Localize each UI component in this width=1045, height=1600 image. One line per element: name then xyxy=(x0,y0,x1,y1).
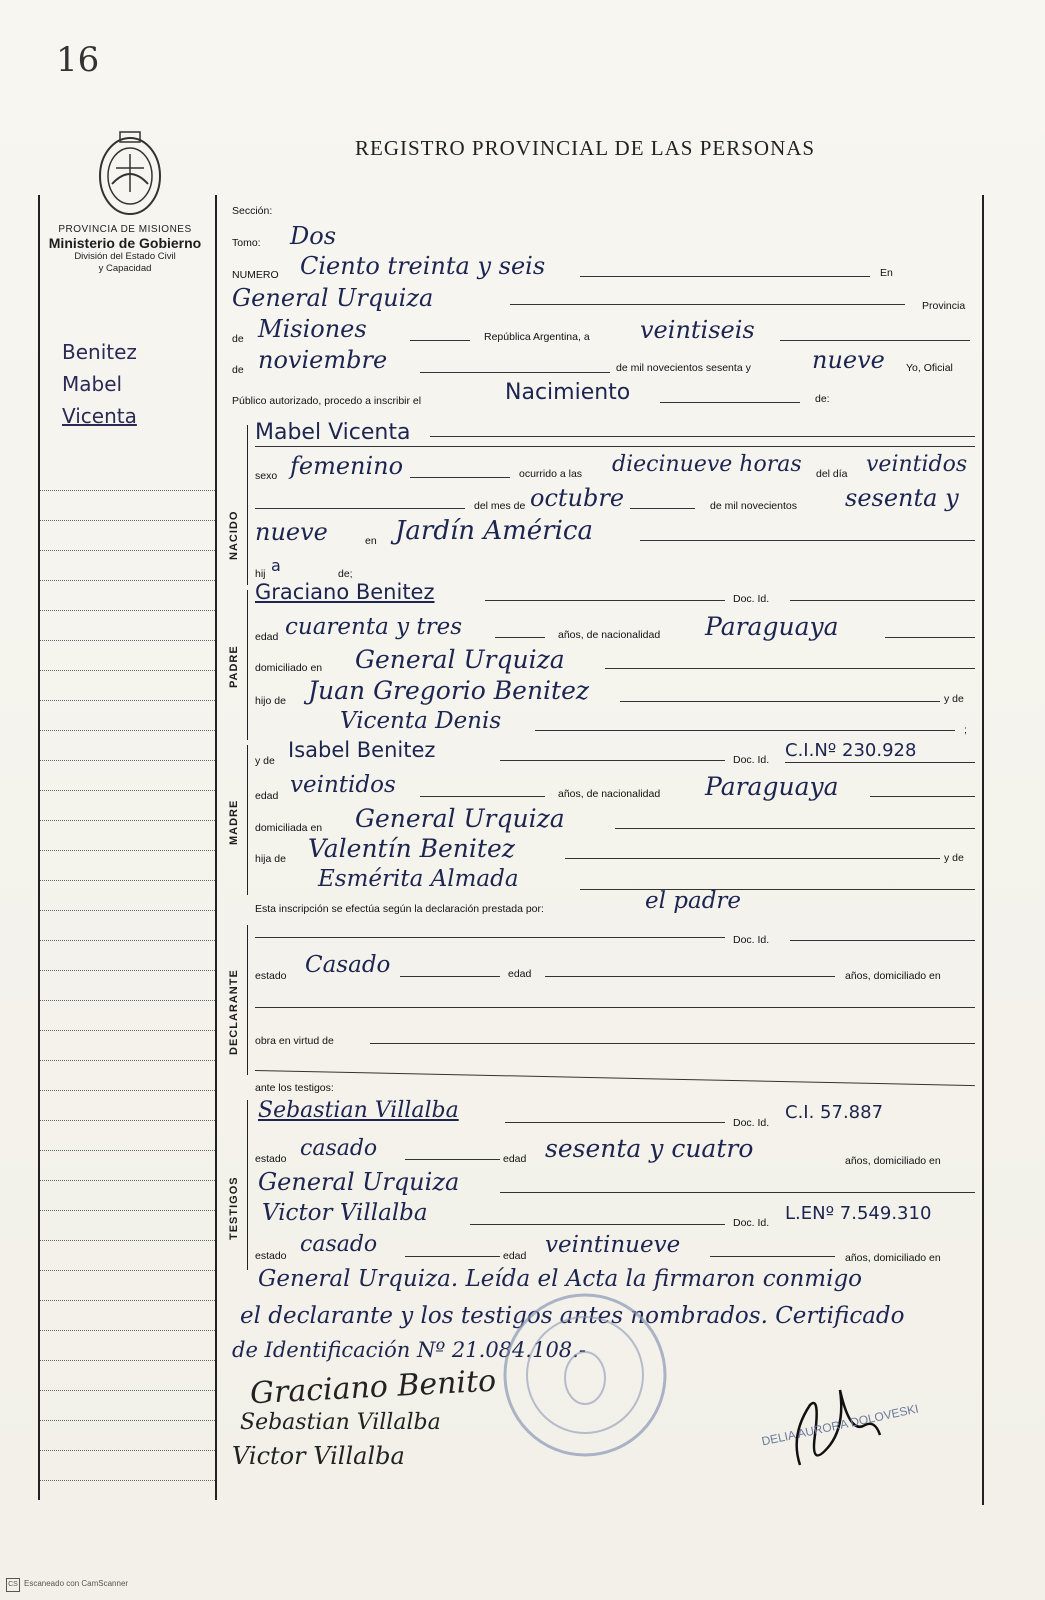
division-label-1: División del Estado Civil xyxy=(74,251,176,262)
witness1-name: Sebastian Villalba xyxy=(258,1098,459,1123)
declarante-address-line xyxy=(255,1007,975,1008)
father-mother-value: Vicenta Denis xyxy=(340,708,502,734)
witness2-doc-value: L.ENº 7.549.310 xyxy=(785,1203,932,1224)
declaration-intro-label: Esta inscripción se efectúa según la declaración prestada por: xyxy=(255,903,544,915)
page-number: 16 xyxy=(56,40,100,80)
declarante-edad-line xyxy=(545,976,835,977)
mother-doc-value: C.I.Nº 230.928 xyxy=(785,740,917,761)
father-y-de-label: y de xyxy=(944,693,964,705)
dia-value: veintidos xyxy=(866,452,968,477)
de2-label: de xyxy=(232,364,244,376)
father-domic-line xyxy=(605,668,975,669)
scanner-text: Escaneado con CamScanner xyxy=(24,1579,129,1588)
mother-domic-line xyxy=(615,828,975,829)
place-line xyxy=(510,304,905,305)
declaration-intro-value: el padre xyxy=(645,888,742,914)
margin-note-middle-name: Vicenta xyxy=(62,404,137,428)
mother-parent-line xyxy=(565,858,940,859)
child-name-line xyxy=(430,436,975,437)
declarante-estado-value: Casado xyxy=(305,952,391,978)
province-line xyxy=(410,340,470,341)
province-label: PROVINCIA DE MISIONES xyxy=(58,224,192,235)
year-label: de mil novecientos sesenta y xyxy=(616,362,751,374)
mother-name: Isabel Benitez xyxy=(288,738,436,762)
witness1-name-line xyxy=(505,1122,725,1123)
declarante-doc-label: Doc. Id. xyxy=(733,934,770,946)
day-value: veintiseis xyxy=(640,316,755,344)
section-divider-padre xyxy=(247,590,248,740)
madre-section-label: MADRE xyxy=(228,799,240,845)
seccion-label: Sección: xyxy=(232,205,273,217)
day-line xyxy=(780,340,970,341)
testigos-intro-label: ante los testigos: xyxy=(255,1082,334,1094)
signature-declarante: Graciano Benito xyxy=(249,1363,497,1412)
father-hijo-label: hijo de xyxy=(255,695,286,707)
father-parent-line xyxy=(620,701,940,702)
signature-witness-1: Sebastian Villalba xyxy=(240,1410,441,1435)
declarante-name-line xyxy=(255,937,725,938)
father-name: Graciano Benitez xyxy=(255,580,435,604)
dia-label: del día xyxy=(816,468,848,480)
witness2-doc-label: Doc. Id. xyxy=(733,1217,770,1229)
de-nacido-label: de; xyxy=(338,568,353,580)
witness2-estado-line xyxy=(405,1256,500,1257)
mother-nac-label: años, de nacionalidad xyxy=(558,788,661,800)
mother-edad-value: veintidos xyxy=(290,772,396,798)
ocurrido-label: ocurrido a las xyxy=(519,468,583,480)
padre-section-label: PADRE xyxy=(228,645,240,688)
child-name: Mabel Vicenta xyxy=(255,420,411,445)
declarante-estado-label: estado xyxy=(255,970,287,982)
sexo-value: femenino xyxy=(290,452,404,480)
sexo-label: sexo xyxy=(255,470,278,482)
witness1-estado-label: estado xyxy=(255,1153,287,1165)
mother-nac-value: Paraguaya xyxy=(705,772,839,801)
tomo-value: Dos xyxy=(290,222,337,250)
province-value: Misiones xyxy=(258,315,367,343)
father-domic-value: General Urquiza xyxy=(355,645,565,674)
year-value: nueve xyxy=(812,346,885,374)
oficial-label: Yo, Oficial xyxy=(906,362,953,374)
provincia-label: Provincia xyxy=(922,300,966,312)
issuing-authority xyxy=(35,224,215,275)
left-border xyxy=(38,195,40,1500)
mes-label: del mes de xyxy=(474,500,526,512)
witness2-edad-value: veintinueve xyxy=(545,1232,681,1258)
section-divider-madre xyxy=(247,745,248,895)
month-line xyxy=(420,372,610,373)
mother-y-de-label-2: y de xyxy=(944,852,964,864)
declarante-section-label: DECLARANTE xyxy=(228,969,240,1055)
mother-name-line xyxy=(500,760,725,761)
declarante-obra-label: obra en virtud de xyxy=(255,1035,334,1047)
father-edad-line xyxy=(495,637,545,638)
declarante-doc-line xyxy=(790,940,975,941)
testigos-section-label: TESTIGOS xyxy=(228,1176,240,1240)
mes-pre-line xyxy=(255,508,465,509)
place-value: General Urquiza xyxy=(232,284,434,312)
tomo-label: Tomo: xyxy=(232,237,261,249)
en-nacido-label: en xyxy=(365,535,377,547)
de3-label: de: xyxy=(815,393,830,405)
mother-edad-line xyxy=(420,796,545,797)
mother-mother-value: Esmérita Almada xyxy=(318,866,519,892)
hora-value: diecinueve horas xyxy=(612,452,802,477)
numero-line xyxy=(580,276,870,277)
father-domic-label: domiciliado en xyxy=(255,662,323,674)
declarante-edad-label: edad xyxy=(508,968,532,980)
witness1-anios-label: años, domiciliado en xyxy=(845,1155,941,1167)
witness1-doc-value: C.I. 57.887 xyxy=(785,1102,884,1123)
declarante-obra-line xyxy=(370,1043,975,1044)
margin-note-first-name: Mabel xyxy=(62,372,123,396)
witness1-edad-label: edad xyxy=(503,1153,527,1165)
mil-label: de mil novecientos xyxy=(710,500,797,512)
father-name-line xyxy=(485,600,725,601)
numero-value: Ciento treinta y seis xyxy=(300,252,546,280)
witness2-estado-label: estado xyxy=(255,1250,287,1262)
mother-domic-value: General Urquiza xyxy=(355,804,565,833)
division-label-2: y Capacidad xyxy=(98,263,152,274)
mother-mother-line xyxy=(580,889,975,890)
declarante-anios-label: años, domiciliado en xyxy=(845,970,941,982)
mother-nac-line xyxy=(870,796,975,797)
mother-parent-value: Valentín Benitez xyxy=(308,834,515,863)
sexo-line xyxy=(410,477,510,478)
republica-label: República Argentina, a xyxy=(484,331,590,343)
publico-label: Público autorizado, procedo a inscribir el xyxy=(232,395,422,407)
mother-domic-label: domiciliada en xyxy=(255,822,323,834)
mother-doc-line xyxy=(785,762,975,763)
official-round-stamp-icon xyxy=(500,1290,670,1460)
lugar-line xyxy=(640,540,975,541)
lugar-value: Jardín América xyxy=(395,516,593,546)
right-border xyxy=(982,195,984,1505)
witness1-estado-line xyxy=(405,1159,500,1160)
mes-line xyxy=(630,508,695,509)
witness1-edad-value: sesenta y cuatro xyxy=(545,1134,754,1163)
camscanner-icon: CS xyxy=(6,1578,20,1592)
father-nac-label: años, de nacionalidad xyxy=(558,629,661,641)
en-label: En xyxy=(880,267,893,279)
signature-witness-2: Victor Villalba xyxy=(232,1442,405,1470)
section-divider-testigos xyxy=(247,1100,248,1270)
section-divider-nacido xyxy=(247,425,248,585)
father-doc-line xyxy=(790,600,975,601)
witness2-edad-label: edad xyxy=(503,1250,527,1262)
witness1-doc-label: Doc. Id. xyxy=(733,1117,770,1129)
closing-line-1: General Urquiza. Leída el Acta la firmaron conmigo xyxy=(258,1266,863,1292)
anio-value-2: nueve xyxy=(255,518,328,546)
hij-value: a xyxy=(271,556,281,575)
mother-edad-label: edad xyxy=(255,790,279,802)
declarante-strike-line xyxy=(255,1070,975,1086)
witness1-domic-line xyxy=(500,1192,975,1193)
witness2-name-line xyxy=(470,1224,725,1225)
de-label: de xyxy=(232,333,244,345)
hij-label: hij xyxy=(255,568,266,580)
child-name-line-2 xyxy=(255,446,975,447)
witness2-edad-line xyxy=(710,1256,835,1257)
nacido-section-label: NACIDO xyxy=(228,510,240,560)
father-semicolon: ; xyxy=(964,724,967,736)
father-mother-line xyxy=(535,730,955,731)
numero-label: NUMERO xyxy=(232,269,279,281)
witness1-estado-value: casado xyxy=(300,1136,378,1161)
provincial-seal-icon xyxy=(94,128,166,218)
section-divider-declarante xyxy=(247,925,248,1075)
closing-line-2: el declarante y los testigos antes nombrados. Certificado xyxy=(240,1303,905,1329)
mother-doc-label: Doc. Id. xyxy=(733,754,770,766)
act-value: Nacimiento xyxy=(505,380,631,405)
ministry-label: Ministerio de Gobierno xyxy=(48,235,202,251)
witness2-anios-label: años, domiciliado en xyxy=(845,1252,941,1264)
mother-hija-label: hija de xyxy=(255,853,286,865)
margin-note-surname: Benitez xyxy=(62,340,137,364)
father-parent-value: Juan Gregorio Benitez xyxy=(308,676,590,705)
margin-divider xyxy=(215,195,217,1500)
father-edad-label: edad xyxy=(255,631,279,643)
anio-value: sesenta y xyxy=(845,484,959,512)
act-line xyxy=(660,402,800,403)
witness2-estado-value: casado xyxy=(300,1232,378,1257)
witness2-name: Victor Villalba xyxy=(262,1200,428,1226)
scanner-footer xyxy=(6,1578,128,1592)
closing-line-3: de Identificación Nº 21.084.108.- xyxy=(232,1338,586,1362)
mes-value: octubre xyxy=(530,484,625,512)
father-doc-label: Doc. Id. xyxy=(733,593,770,605)
document-title: REGISTRO PROVINCIAL DE LAS PERSONAS xyxy=(355,136,816,160)
father-nac-value: Paraguaya xyxy=(705,612,839,641)
father-edad-value: cuarenta y tres xyxy=(285,614,463,640)
mother-y-de-label: y de xyxy=(255,755,275,767)
witness1-domic-value: General Urquiza xyxy=(258,1168,460,1196)
declarante-estado-line xyxy=(400,976,500,977)
month-value: noviembre xyxy=(258,346,388,374)
official-name-stamp: DELIA AURORA DOLOVESKI xyxy=(760,1401,920,1449)
father-nac-line xyxy=(885,637,975,638)
